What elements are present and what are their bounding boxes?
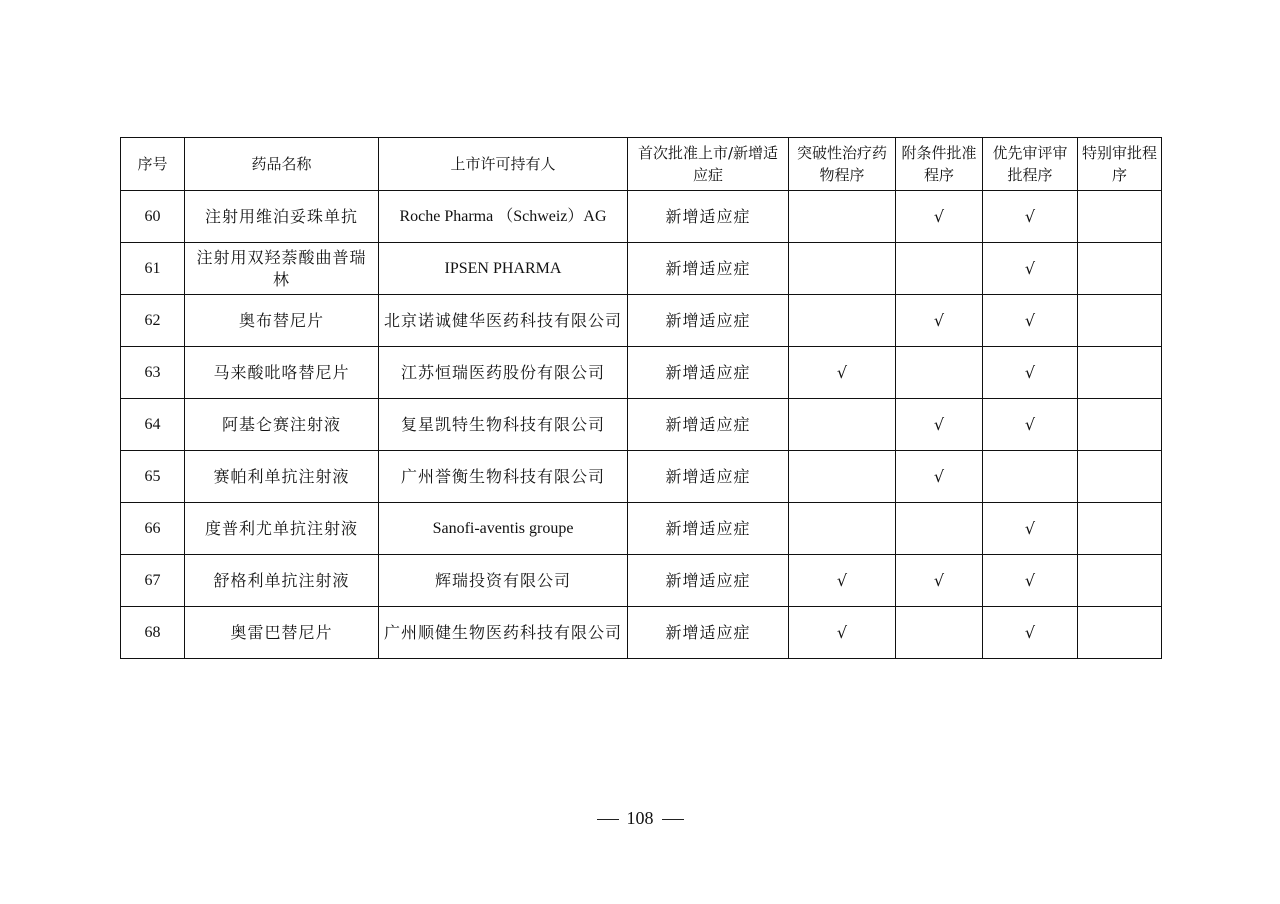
header-drug-name: 药品名称 — [185, 138, 379, 191]
row-holder: 辉瑞投资有限公司 — [379, 555, 628, 607]
row-holder: 江苏恒瑞医药股份有限公司 — [379, 347, 628, 399]
row-conditional: √ — [896, 399, 983, 451]
row-conditional — [896, 347, 983, 399]
row-breakthrough: √ — [789, 555, 896, 607]
table-row — [121, 451, 1162, 503]
page-footer — [0, 808, 1280, 829]
row-breakthrough: √ — [789, 347, 896, 399]
header-no: 序号 — [121, 138, 185, 191]
row-no: 67 — [121, 555, 185, 607]
row-breakthrough — [789, 451, 896, 503]
row-special — [1078, 347, 1162, 399]
table-row — [121, 555, 1162, 607]
header-priority: 优先审评审批程序 — [983, 138, 1078, 191]
row-holder: 复星凯特生物科技有限公司 — [379, 399, 628, 451]
table-header — [121, 138, 1162, 191]
row-holder: IPSEN PHARMA — [379, 243, 628, 295]
row-special — [1078, 555, 1162, 607]
row-no: 65 — [121, 451, 185, 503]
row-conditional — [896, 503, 983, 555]
row-holder: 广州誉衡生物科技有限公司 — [379, 451, 628, 503]
row-holder: Sanofi-aventis groupe — [379, 503, 628, 555]
row-priority: √ — [983, 243, 1078, 295]
row-conditional: √ — [896, 451, 983, 503]
row-breakthrough — [789, 243, 896, 295]
row-approval-type: 新增适应症 — [628, 399, 789, 451]
row-special — [1078, 243, 1162, 295]
row-special — [1078, 295, 1162, 347]
row-no: 60 — [121, 191, 185, 243]
row-approval-type: 新增适应症 — [628, 295, 789, 347]
row-breakthrough — [789, 295, 896, 347]
row-priority: √ — [983, 191, 1078, 243]
table-row — [121, 503, 1162, 555]
table-row — [121, 347, 1162, 399]
header-row — [121, 138, 1162, 191]
row-breakthrough — [789, 191, 896, 243]
row-approval-type: 新增适应症 — [628, 607, 789, 659]
header-approval-type: 首次批准上市/新增适应症 — [628, 138, 789, 191]
row-approval-type: 新增适应症 — [628, 191, 789, 243]
table-row — [121, 295, 1162, 347]
table-row — [121, 399, 1162, 451]
row-drug-name: 马来酸吡咯替尼片 — [185, 347, 379, 399]
table-row — [121, 191, 1162, 243]
row-drug-name: 舒格利单抗注射液 — [185, 555, 379, 607]
row-no: 62 — [121, 295, 185, 347]
header-conditional: 附条件批准程序 — [896, 138, 983, 191]
row-drug-name: 奥雷巴替尼片 — [185, 607, 379, 659]
row-approval-type: 新增适应症 — [628, 503, 789, 555]
row-approval-type: 新增适应症 — [628, 347, 789, 399]
row-holder: 广州顺健生物医药科技有限公司 — [379, 607, 628, 659]
row-priority: √ — [983, 399, 1078, 451]
table-body — [121, 191, 1162, 659]
page-number: 108 — [626, 808, 654, 828]
row-no: 64 — [121, 399, 185, 451]
row-conditional: √ — [896, 191, 983, 243]
row-breakthrough — [789, 503, 896, 555]
row-approval-type: 新增适应症 — [628, 243, 789, 295]
row-priority: √ — [983, 607, 1078, 659]
row-conditional — [896, 607, 983, 659]
table-row — [121, 243, 1162, 295]
row-priority — [983, 451, 1078, 503]
row-approval-type: 新增适应症 — [628, 451, 789, 503]
row-holder: 北京诺诚健华医药科技有限公司 — [379, 295, 628, 347]
footer-dash-left — [597, 819, 619, 820]
row-conditional: √ — [896, 555, 983, 607]
header-special: 特别审批程序 — [1078, 138, 1162, 191]
row-no: 66 — [121, 503, 185, 555]
header-holder: 上市许可持有人 — [379, 138, 628, 191]
row-drug-name: 度普利尤单抗注射液 — [185, 503, 379, 555]
row-breakthrough — [789, 399, 896, 451]
row-drug-name: 奥布替尼片 — [185, 295, 379, 347]
row-priority: √ — [983, 555, 1078, 607]
row-drug-name: 注射用双羟萘酸曲普瑞林 — [185, 243, 379, 295]
row-conditional — [896, 243, 983, 295]
row-no: 63 — [121, 347, 185, 399]
row-drug-name: 注射用维泊妥珠单抗 — [185, 191, 379, 243]
row-holder: Roche Pharma （Schweiz）AG — [379, 191, 628, 243]
row-no: 68 — [121, 607, 185, 659]
row-conditional: √ — [896, 295, 983, 347]
table-row — [121, 607, 1162, 659]
row-no: 61 — [121, 243, 185, 295]
row-special — [1078, 607, 1162, 659]
row-priority: √ — [983, 503, 1078, 555]
drug-approval-table — [120, 137, 1162, 659]
header-breakthrough: 突破性治疗药物程序 — [789, 138, 896, 191]
row-drug-name: 阿基仑赛注射液 — [185, 399, 379, 451]
row-drug-name: 赛帕利单抗注射液 — [185, 451, 379, 503]
row-priority: √ — [983, 347, 1078, 399]
row-special — [1078, 399, 1162, 451]
row-special — [1078, 503, 1162, 555]
row-priority: √ — [983, 295, 1078, 347]
row-special — [1078, 451, 1162, 503]
footer-dash-right — [662, 819, 684, 820]
row-special — [1078, 191, 1162, 243]
row-breakthrough: √ — [789, 607, 896, 659]
row-approval-type: 新增适应症 — [628, 555, 789, 607]
